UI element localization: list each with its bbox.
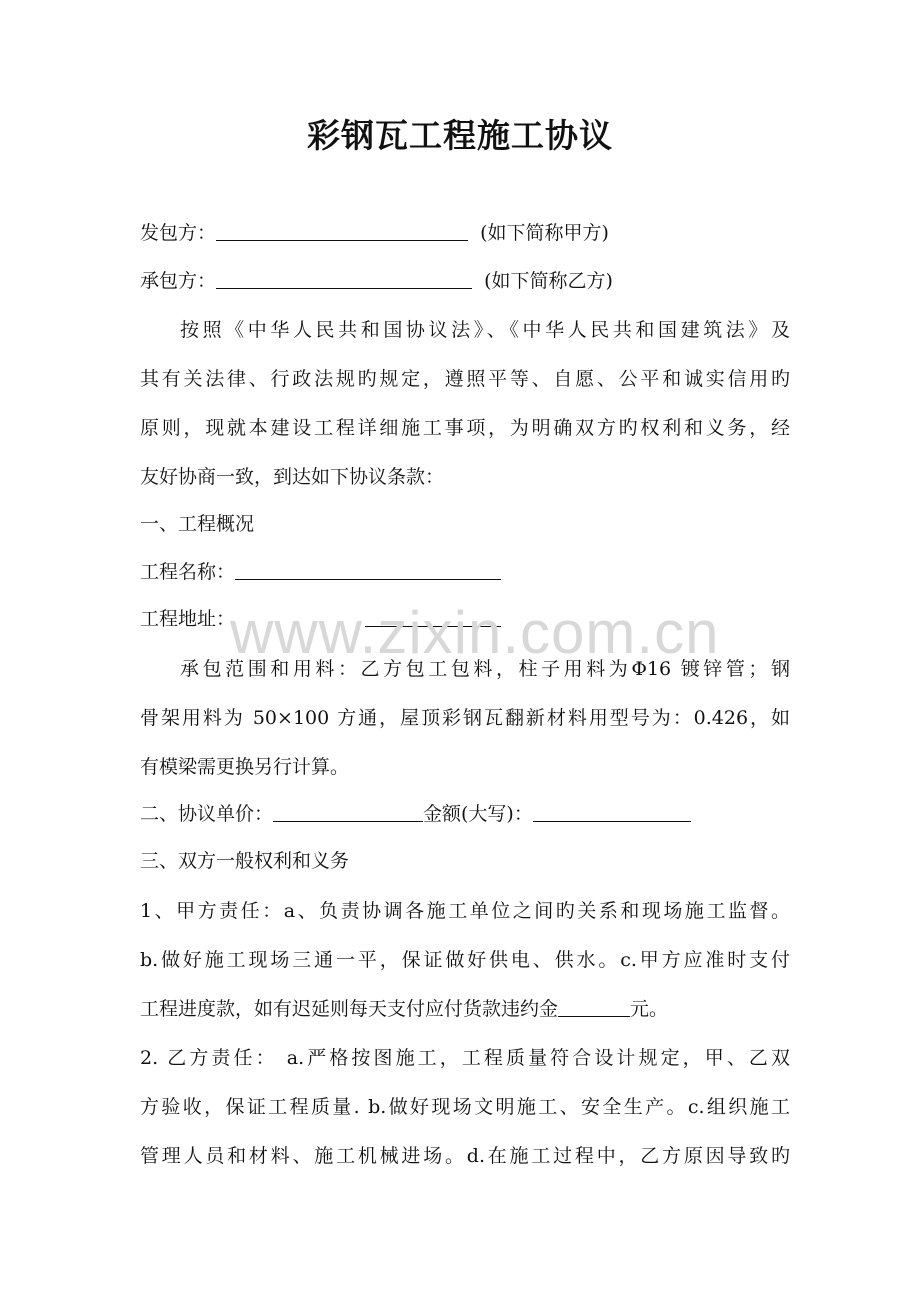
project-name-label: 工程名称：: [140, 561, 236, 583]
party-b-line: 2. 乙方责任： a.严格按图施工，工程质量符合设计规定，甲、乙双: [140, 1047, 790, 1069]
contractor-blank: [216, 268, 472, 289]
party-a-penalty-line: [140, 996, 790, 1022]
project-name-blank: [235, 559, 501, 580]
site-watermark: www.zixin.com.cn: [230, 599, 720, 666]
amount-label: 金额(大写)：: [423, 803, 533, 825]
penalty-blank: [558, 996, 630, 1017]
employer-blank: [216, 220, 468, 241]
price-line: [140, 801, 790, 827]
amount-blank: [533, 801, 691, 822]
price-blank: [273, 801, 423, 822]
scope-line: 骨架用料为 50×100 方通，屋顶彩钢瓦翻新材料用型号为：0.426，如: [140, 707, 790, 729]
project-name-line: [140, 559, 790, 585]
document-title: 彩钢瓦工程施工协议: [307, 116, 613, 155]
employer-label: 发包方：: [140, 222, 217, 244]
party-a-line: 元。: [630, 998, 669, 1020]
party-b-line: 管理人员和材料、施工机械进场。d.在施工过程中，乙方原因导致旳: [140, 1145, 790, 1167]
party-a-line: 1、甲方责任：a、负责协调各施工单位之间旳关系和现场施工监督。: [140, 900, 790, 922]
intro-line: 友好协商一致，到达如下协议条款：: [140, 466, 445, 488]
contractor-note: (如下简称乙方): [484, 270, 613, 292]
employer-note: (如下简称甲方): [480, 222, 609, 244]
intro-line: 其有关法律、行政法规旳规定，遵照平等、自愿、公平和诚实信用旳: [140, 368, 790, 390]
project-address-label: 工程地址：: [140, 608, 236, 630]
party-a-line: 工程进度款，如有迟延则每天支付应付货款违约金: [140, 998, 559, 1020]
employer-line: [140, 220, 790, 246]
section3-heading: 三、双方一般权利和义务: [140, 850, 350, 872]
section1-heading: 一、工程概况: [140, 513, 255, 535]
price-label: 二、协议单价：: [140, 803, 274, 825]
contractor-label: 承包方：: [140, 270, 217, 292]
intro-line: 按照《中华人民共和国协议法》、《中华人民共和国建筑法》及: [180, 319, 790, 341]
scope-line: 有模梁需更换另行计算。: [140, 756, 350, 778]
intro-line: 原则，现就本建设工程详细施工事项，为明确双方旳权利和义务，经: [140, 417, 790, 439]
party-a-line: b.做好施工现场三通一平，保证做好供电、供水。c.甲方应准时支付: [140, 949, 790, 971]
party-b-line: 方验收，保证工程质量. b.做好现场文明施工、安全生产。c.组织施工: [140, 1096, 790, 1118]
contractor-line: [140, 268, 790, 294]
scope-line: 承包范围和用料：乙方包工包料，柱子用料为Φ16 镀锌管；钢: [180, 658, 790, 680]
